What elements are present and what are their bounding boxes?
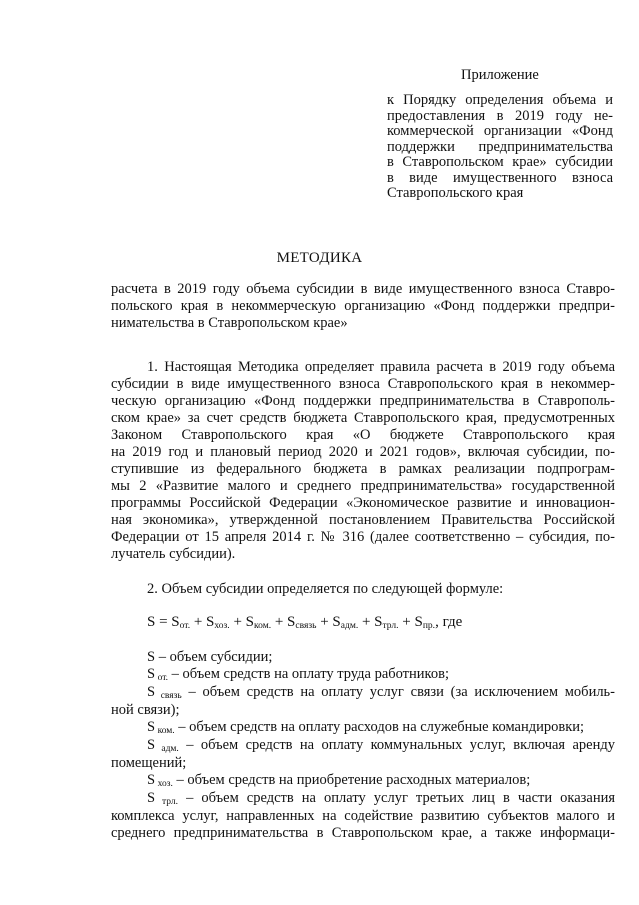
formula-op: + S [316, 614, 341, 630]
formula-op: + S [271, 614, 296, 630]
formula-op: + S [229, 614, 254, 630]
paragraph-line: субсидии в виде имущественного взноса Ставропольского края в некоммер- [111, 376, 615, 392]
definition-sub: трл. [162, 797, 179, 807]
document-heading: МЕТОДИКА [276, 250, 363, 266]
definition-text: – объем средств на оплату коммунальных услуг, включая аренду [178, 737, 616, 753]
formula-sub: адм. [340, 621, 359, 631]
definition-line: S $_{хоз.}$ – объем средств на приобретение расходных материалов; [147, 772, 531, 789]
paragraph-line: 1. Настоящая Методика определяет правила расчета в 2019 году объема [147, 359, 615, 375]
paragraph-line: на 2019 год и плановый период 2020 и 2021 годов», включая субсидии, по- [111, 444, 615, 460]
definition-line: S $_{ком.}$ – объем средств на оплату расходов на служебные командировки; [147, 719, 585, 736]
formula-op: + S [398, 614, 423, 630]
paragraph-line: мы 2 «Развитие малого и среднего предпринимательства» государственной [111, 478, 615, 494]
definition-text: – объем средств на приобретение расходных материалов; [172, 772, 531, 788]
formula-sub: хоз. [214, 621, 230, 631]
formula-lhs: S = S [147, 614, 180, 630]
formula-sub: от. [179, 621, 191, 631]
definition-line: S $_{связь}$ – объем средств на оплату услуг связи (за исключением мобиль- [147, 684, 616, 701]
definition-text: – объем средств на оплату расходов на служебные командировки; [174, 719, 585, 735]
definition-sub: хоз. [157, 779, 173, 789]
definition-line: S $_{адм.}$ – объем средств на оплату коммунальных услуг, включая аренду [147, 737, 616, 754]
paragraph-line: программы Российской Федерации «Экономическое развитие и инновацион- [111, 495, 615, 511]
definition-line: помещений; [111, 755, 187, 771]
formula-op: + S [358, 614, 383, 630]
paragraph-line: лучатель субсидии). [111, 546, 236, 562]
subheading-line: польского края в некоммерческую организацию «Фонд поддержки предпри- [111, 298, 615, 314]
paragraph-2 [111, 581, 615, 598]
paragraph-1 [111, 359, 615, 563]
definition-sub: адм. [161, 744, 179, 754]
paragraph-line: ная экономика», утвержденной постановлением Правительства Российской [111, 512, 615, 528]
appendix-line: в Ставропольском крае» субсидии [387, 154, 613, 170]
appendix-line: предоставления в 2019 году не- [387, 107, 613, 124]
definition-line: ной связи); [111, 702, 180, 718]
definition-line: комплекса услуг, направленных на содействие развитию субъектов малого и [111, 808, 615, 824]
appendix-line: в виде имущественного взноса [387, 169, 613, 186]
subheading-line: расчета в 2019 году объема субсидии в виде имущественного взноса Ставро- [111, 281, 615, 297]
formula-sub: пр. [422, 621, 436, 631]
definition-line: среднего предпринимательства в Ставропольском крае, а также информаци- [111, 825, 615, 841]
definition-text: – объем средств на оплату услуг третьих лиц в части оказания [178, 790, 616, 806]
paragraph-line: ческую организацию «Фонд поддержки предпринимательства в Ставрополь- [111, 393, 615, 409]
formula-sub: связь [295, 621, 317, 631]
definition-sub: связь [160, 691, 182, 701]
paragraph-line: Законом Ставропольского края «О бюджете Ставропольского края [111, 427, 615, 443]
appendix-reference [387, 93, 613, 202]
appendix-line: поддержки предпринимательства [387, 138, 613, 155]
definitions [111, 649, 615, 842]
paragraph-line: Федерации от 15 апреля 2014 г. № 316 (далее соответственно – субсидия, по- [111, 529, 615, 545]
appendix-line: коммерческой организации «Фонд [387, 123, 613, 139]
formula [111, 614, 615, 631]
appendix-line: Ставропольского края [387, 185, 524, 201]
definition-sub: ком. [157, 726, 175, 736]
subheading-line: нимательства в Ставропольском крае» [111, 315, 348, 331]
definition-line: S $_{трл.}$ – объем средств на оплату услуг третьих лиц в части оказания [147, 790, 616, 807]
document-subheading [111, 281, 615, 332]
appendix-title: Приложение [461, 67, 539, 83]
formula-op: , где [435, 614, 463, 630]
paragraph-line: 2. Объем субсидии определяется по следующей формуле: [147, 581, 504, 597]
definition-line: S $_{от.}$ – объем средств на оплату труда работников; [147, 666, 449, 683]
formula-sub: трл. [382, 621, 399, 631]
formula-op: + S [190, 614, 215, 630]
paragraph-line: ском крае» за счет средств бюджета Ставропольского края, предусмотренных [111, 410, 615, 426]
definition-text: – объем средств на оплату труда работников; [168, 666, 449, 682]
definition-text: – объем средств на оплату услуг связи (за исключением мобиль- [181, 684, 616, 700]
formula-sub: ком. [254, 621, 272, 631]
paragraph-line: ступившие из федерального бюджета в рамках реализации подпрограм- [111, 461, 615, 477]
definition-line: S – объем субсидии; [147, 649, 273, 665]
definition-sub: от. [157, 673, 169, 683]
formula-line [111, 614, 615, 631]
appendix-line: к Порядку определения объема и [387, 92, 613, 108]
